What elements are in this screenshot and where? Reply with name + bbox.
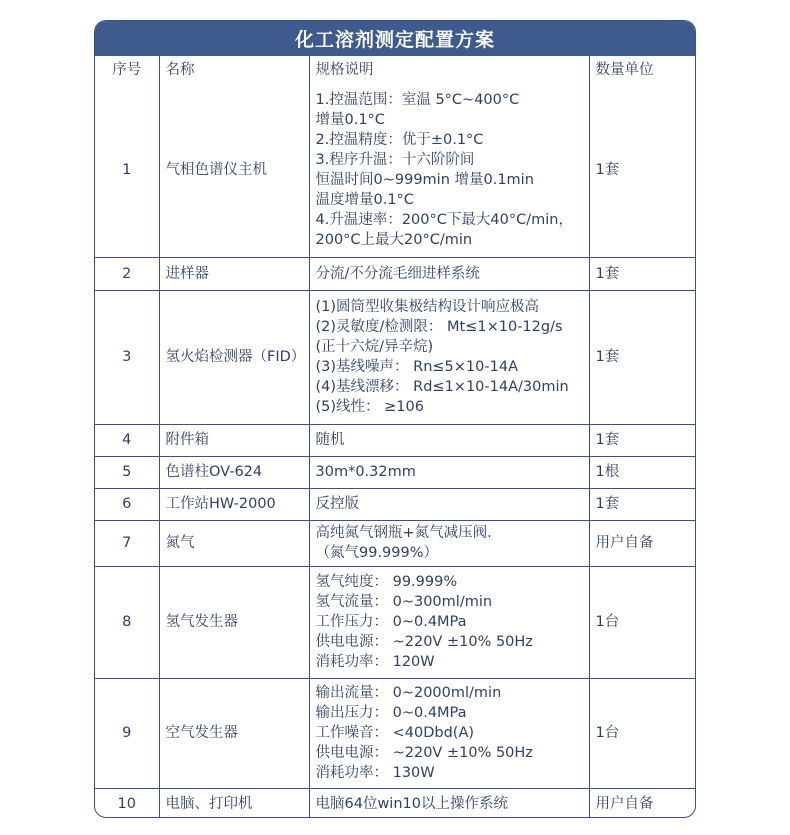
table-row bbox=[95, 678, 696, 788]
spec-line: 1.控温范围：室温 5°C~400°C bbox=[315, 92, 520, 109]
spec-line: （氮气99.999%） bbox=[315, 545, 439, 561]
row-spec bbox=[309, 520, 589, 566]
row-qty: 用户自备 bbox=[589, 520, 696, 566]
table-row bbox=[95, 488, 696, 520]
row-spec bbox=[309, 84, 589, 257]
row-name: 气相色谱仪主机 bbox=[159, 84, 309, 257]
row-spec bbox=[309, 678, 589, 788]
spec-line: 增量0.1°C bbox=[315, 112, 385, 129]
spec-line: 随机 bbox=[315, 432, 345, 448]
table-row bbox=[95, 788, 696, 818]
spec-line: 工作噪音： <40Dbd(A) bbox=[315, 725, 475, 741]
spec-line: (2)灵敏度/检测限： Mt≤1×10-12g/s bbox=[315, 319, 563, 335]
row-name: 进样器 bbox=[159, 257, 309, 290]
row-spec bbox=[309, 456, 589, 488]
row-no: 9 bbox=[95, 678, 159, 788]
row-no: 1 bbox=[95, 84, 159, 257]
spec-line: (1)圆筒型收集极结构设计响应极高 bbox=[315, 299, 540, 315]
table-row bbox=[95, 456, 696, 488]
spec-line: 高纯氮气钢瓶+氮气减压阀. bbox=[315, 525, 492, 541]
row-name: 氢气发生器 bbox=[159, 566, 309, 678]
row-qty: 1套 bbox=[589, 424, 696, 456]
row-no: 2 bbox=[95, 257, 159, 290]
row-qty: 1套 bbox=[589, 84, 696, 257]
spec-line: 3.程序升温：十六阶阶间 bbox=[315, 152, 475, 169]
row-spec bbox=[309, 290, 589, 424]
header-no: 序号 bbox=[95, 56, 159, 84]
row-qty: 用户自备 bbox=[589, 788, 696, 818]
spec-line: 4.升温速率：200°C下最大40°C/min， bbox=[315, 212, 573, 229]
spec-line: 消耗功率： 120W bbox=[315, 654, 435, 670]
row-no: 5 bbox=[95, 456, 159, 488]
row-qty: 1台 bbox=[589, 678, 696, 788]
row-qty: 1根 bbox=[589, 456, 696, 488]
spec-line: 供电电源： ~220V ±10% 50Hz bbox=[315, 745, 533, 761]
spec-line: 反控版 bbox=[315, 496, 359, 512]
spec-line: 供电电源： ~220V ±10% 50Hz bbox=[315, 634, 533, 650]
row-name: 附件箱 bbox=[159, 424, 309, 456]
spec-line: 消耗功率： 130W bbox=[315, 765, 435, 781]
header-name: 名称 bbox=[159, 56, 309, 84]
row-qty: 1套 bbox=[589, 257, 696, 290]
spec-line: 分流/不分流毛细进样系统 bbox=[315, 265, 480, 282]
spec-line: 输出流量： 0~2000ml/min bbox=[315, 685, 502, 701]
row-no: 6 bbox=[95, 488, 159, 520]
row-no: 8 bbox=[95, 566, 159, 678]
spec-line: 氢气纯度： 99.999% bbox=[315, 574, 458, 590]
row-name: 氢火焰检测器（FID） bbox=[159, 290, 309, 424]
row-name: 空气发生器 bbox=[159, 678, 309, 788]
spec-line: (3)基线噪声： Rn≤5×10-14A bbox=[315, 359, 518, 375]
row-name: 色谱柱OV-624 bbox=[159, 456, 309, 488]
row-qty: 1套 bbox=[589, 488, 696, 520]
header-qty: 数量单位 bbox=[589, 56, 696, 84]
spec-line: 工作压力： 0~0.4MPa bbox=[315, 614, 467, 630]
row-name: 工作站HW-2000 bbox=[159, 488, 309, 520]
spec-line: 恒温时间0~999min 增量0.1min bbox=[315, 172, 534, 189]
table-row bbox=[95, 520, 696, 566]
spec-line: (5)线性： ≥106 bbox=[315, 399, 424, 415]
spec-line: (正十六烷/异辛烷) bbox=[315, 339, 434, 355]
row-no: 7 bbox=[95, 520, 159, 566]
row-no: 4 bbox=[95, 424, 159, 456]
header-spec: 规格说明 bbox=[309, 56, 589, 84]
row-no: 10 bbox=[95, 788, 159, 818]
table-row bbox=[95, 257, 696, 290]
spec-line: 温度增量0.1°C bbox=[315, 192, 414, 209]
row-qty: 1套 bbox=[589, 290, 696, 424]
row-spec bbox=[309, 257, 589, 290]
config-table-panel bbox=[94, 20, 696, 818]
table-row bbox=[95, 566, 696, 678]
row-spec bbox=[309, 566, 589, 678]
table-row bbox=[95, 290, 696, 424]
spec-line: 2.控温精度：优于±0.1°C bbox=[315, 132, 484, 149]
row-qty: 1台 bbox=[589, 566, 696, 678]
spec-line: (4)基线漂移： Rd≤1×10-14A/30min bbox=[315, 379, 569, 395]
row-spec bbox=[309, 424, 589, 456]
spec-line: 输出压力： 0~0.4MPa bbox=[315, 705, 467, 721]
row-spec bbox=[309, 488, 589, 520]
config-table bbox=[95, 56, 696, 818]
spec-line: 30m*0.32mm bbox=[315, 464, 416, 480]
spec-line: 电脑64位win10以上操作系统 bbox=[315, 795, 508, 812]
spec-line: 200°C上最大20°C/min bbox=[315, 232, 473, 249]
table-title: 化工溶剂测定配置方案 bbox=[95, 21, 695, 56]
row-name: 电脑、打印机 bbox=[159, 788, 309, 818]
table-row bbox=[95, 84, 696, 257]
table-row bbox=[95, 424, 696, 456]
row-no: 3 bbox=[95, 290, 159, 424]
spec-line: 氢气流量： 0~300ml/min bbox=[315, 594, 493, 610]
row-spec bbox=[309, 788, 589, 818]
row-name: 氮气 bbox=[159, 520, 309, 566]
header-row bbox=[95, 56, 696, 84]
